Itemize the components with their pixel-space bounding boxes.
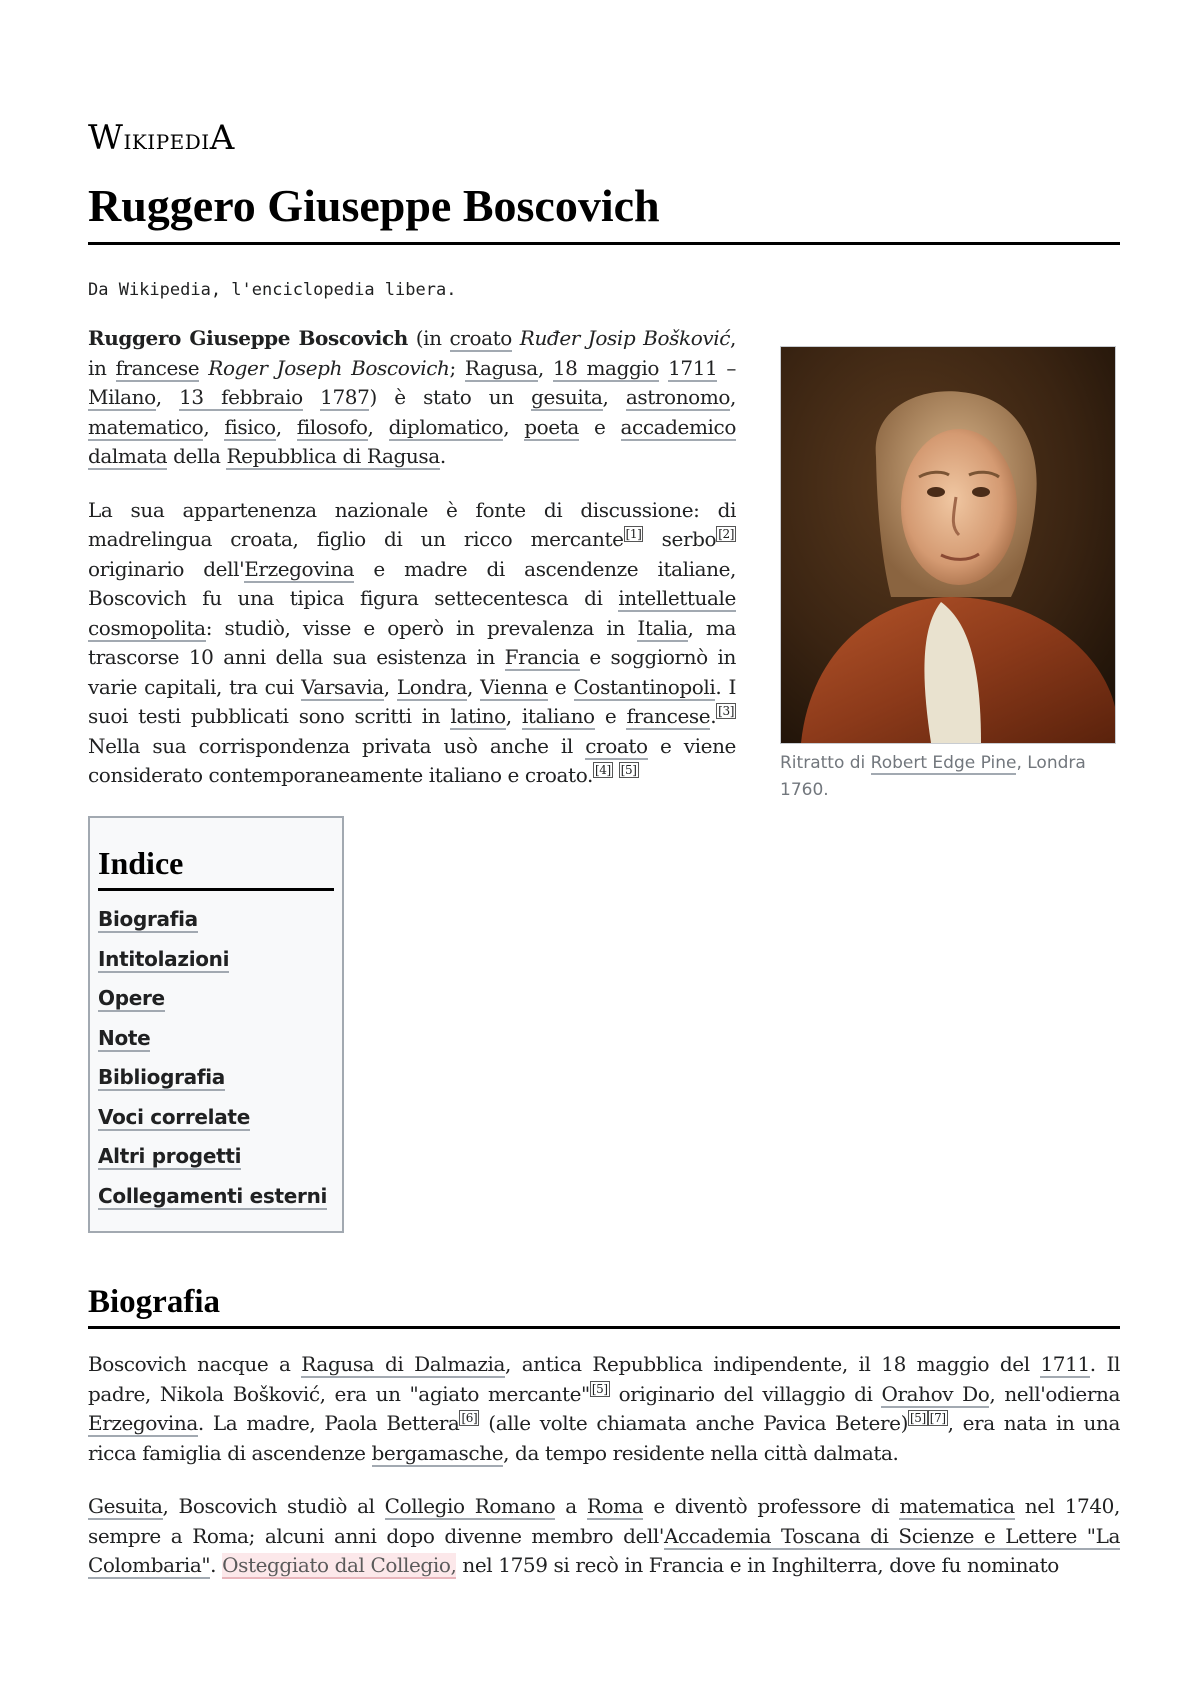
- wikipedia-logo[interactable]: WikipediA: [88, 118, 235, 158]
- link-erzegovina[interactable]: Erzegovina: [244, 556, 355, 581]
- link-cosmopolita[interactable]: cosmopolita: [88, 615, 206, 640]
- toc-item: [98, 941, 334, 981]
- toc-list: [98, 901, 334, 1217]
- toc-link-voci-correlate[interactable]: Voci correlate: [98, 1104, 250, 1129]
- link-vienna[interactable]: Vienna: [480, 674, 548, 699]
- link-bergamasche[interactable]: bergamasche: [371, 1440, 504, 1465]
- reference-7[interactable]: [7]: [929, 1411, 946, 1425]
- toc-item: [98, 1099, 334, 1139]
- biografia-section: [88, 1350, 1120, 1605]
- link-13-febbraio[interactable]: 13 febbraio: [179, 385, 303, 409]
- link-francese-2[interactable]: francese: [626, 704, 711, 728]
- link-milano[interactable]: Milano: [88, 385, 156, 409]
- reference-5-bio-2[interactable]: [5]: [909, 1411, 926, 1425]
- subject-name: Ruggero Giuseppe Boscovich: [88, 326, 408, 350]
- link-londra[interactable]: Londra: [396, 674, 468, 699]
- biografia-paragraph-1: Boscovich nacque a Ragusa di Dalmazia, antica Repubblica indipendente, il 18 maggio del 1711. Il padre, Nikola Bošković, era un "agiato mercante" [5] originario del villaggio di Orahov Do, nell'odierna Erzegovina. La madre, Paola Bettera [6] (alle volte chiamata anche Pavica Betere) [5] [7] , era nata in una ricca famiglia di ascendenze bergamasche, da tempo residente nella città dalmata.: [88, 1352, 1120, 1465]
- portrait-image[interactable]: [780, 346, 1116, 744]
- link-collegio-romano[interactable]: Collegio Romano: [384, 1494, 556, 1518]
- link-italiano[interactable]: italiano: [521, 704, 595, 728]
- reference-3[interactable]: [3]: [718, 704, 734, 718]
- reference-2[interactable]: [2]: [718, 527, 734, 541]
- link-intellettuale[interactable]: intellettuale: [618, 586, 736, 610]
- link-diplomatico[interactable]: diplomatico: [388, 414, 504, 439]
- link-ragusa[interactable]: Ragusa: [464, 355, 538, 380]
- link-ragusa-di-dalmazia[interactable]: Ragusa di Dalmazia: [301, 1352, 505, 1376]
- link-costantinopoli[interactable]: Costantinopoli: [573, 674, 716, 699]
- lead-paragraph-2: La sua appartenenza nazionale è fonte di discussione: di madrelingua croata, figlio di un ricco mercante [1] serbo [2] originario dell'Erzegovina e madre di ascendenze italiane, Boscovich fu una tipica figura settecentesca di intellettuale cosmopolita: studiò, visse e operò in prevalenza in Italia, ma trascorse 10 anni della sua esistenza in Francia e soggiornò in varie capitali, tra cui Varsavia, Londra, Vienna e Costantinopoli. I suoi testi pubblicati sono scritti in latino, italiano e francese. [3] Nella sua corrispondenza privata usò anche il croato e viene considerato contemporaneamente italiano e croato. [4] [5]: [88, 497, 736, 787]
- link-matematico[interactable]: matematico: [88, 414, 204, 439]
- link-francese[interactable]: francese: [115, 355, 200, 380]
- toc-link-altri-progetti[interactable]: Altri progetti: [98, 1144, 242, 1168]
- link-francia[interactable]: Francia: [504, 645, 580, 669]
- lead-section: [88, 324, 736, 815]
- infobox: [780, 346, 1120, 804]
- reference-1[interactable]: [1]: [625, 527, 642, 541]
- section-heading-biografia: Biografia: [88, 1280, 1120, 1329]
- link-croato-2[interactable]: croato: [585, 733, 648, 758]
- link-fisico[interactable]: fisico: [224, 414, 276, 439]
- link-italia[interactable]: Italia: [637, 615, 688, 640]
- toc-item: [98, 1020, 334, 1060]
- site-tagline: Da Wikipedia, l'enciclopedia libera.: [88, 280, 457, 300]
- link-accademico[interactable]: accademico: [620, 414, 736, 439]
- link-18-maggio[interactable]: 18 maggio: [552, 355, 660, 380]
- link-gesuita-bio[interactable]: Gesuita: [88, 1494, 163, 1518]
- link-orahov-do[interactable]: Orahov Do: [881, 1381, 990, 1406]
- link-filosofo[interactable]: filosofo: [296, 414, 368, 439]
- toc-heading: Indice: [98, 842, 334, 891]
- lead-paragraph-1: Ruggero Giuseppe Boscovich (in croato Ruđer Josip Bošković, in francese Roger Joseph Boscovich; Ragusa, 18 maggio 1711 – Milano, 13 febbraio 1787) è stato un gesuita, astronomo, matematico, fisico, filosofo, diplomatico, poeta e accademico dalmata della Repubblica di Ragusa.: [88, 326, 737, 468]
- croatian-name: Ruđer Josip Bošković: [519, 326, 731, 350]
- reference-6[interactable]: [6]: [461, 1411, 478, 1425]
- page-title: Ruggero Giuseppe Boscovich: [88, 176, 1120, 245]
- link-varsavia[interactable]: Varsavia: [301, 674, 384, 699]
- link-gesuita[interactable]: gesuita: [531, 385, 603, 409]
- link-repubblica-di-ragusa[interactable]: Repubblica di Ragusa: [226, 444, 440, 468]
- toc-link-biografia[interactable]: Biografia: [98, 907, 198, 931]
- link-1711-bio[interactable]: 1711: [1040, 1352, 1090, 1376]
- toc-item: [98, 1178, 334, 1218]
- toc-item: [98, 1059, 334, 1099]
- portrait-caption: Ritratto di Robert Edge Pine, Londra 1760.: [780, 753, 1086, 800]
- link-dalmata[interactable]: dalmata: [88, 444, 168, 468]
- toc-link-note[interactable]: Note: [98, 1025, 151, 1050]
- reference-4[interactable]: [4]: [594, 763, 611, 777]
- link-poeta[interactable]: poeta: [524, 414, 579, 439]
- toc-link-opere[interactable]: Opere: [98, 986, 165, 1010]
- table-of-contents: [88, 816, 344, 1233]
- link-croato[interactable]: croato: [449, 326, 512, 350]
- toc-item: [98, 901, 334, 941]
- biografia-paragraph-2: Gesuita, Boscovich studiò al Collegio Romano a Roma e diventò professore di matematica nel 1740, sempre a Roma; alcuni anni dopo divenne membro dell'Accademia Toscana di Scienze e Lettere "La Colombaria". Osteggiato dal Collegio, nel 1759 si recò in Francia e in Inghilterra, dove fu nominato: [88, 1494, 1120, 1577]
- redlink-osteggiato-dal-collegio[interactable]: Osteggiato dal Collegio,: [222, 1553, 457, 1577]
- toc-link-bibliografia[interactable]: Bibliografia: [98, 1065, 225, 1089]
- link-1787[interactable]: 1787: [320, 385, 370, 409]
- link-astronomo[interactable]: astronomo: [625, 385, 731, 409]
- french-name: Roger Joseph Boscovich: [208, 355, 450, 380]
- reference-5[interactable]: [5]: [620, 763, 637, 777]
- toc-link-collegamenti-esterni[interactable]: Collegamenti esterni: [98, 1183, 328, 1208]
- link-robert-edge-pine[interactable]: Robert Edge Pine: [870, 753, 1017, 773]
- link-latino[interactable]: latino: [450, 704, 506, 728]
- link-matematica[interactable]: matematica: [899, 1494, 1015, 1518]
- link-accademia-colombaria[interactable]: Accademia Toscana di Scienze e Lettere "La Colombaria": [88, 1523, 1120, 1577]
- reference-5-bio[interactable]: [5]: [591, 1381, 608, 1396]
- link-1711[interactable]: 1711: [668, 355, 718, 380]
- toc-item: [98, 980, 334, 1020]
- link-roma[interactable]: Roma: [586, 1494, 644, 1518]
- toc-item: [98, 1138, 334, 1178]
- link-erzegovina-bio[interactable]: Erzegovina: [88, 1411, 198, 1435]
- toc-link-intitolazioni[interactable]: Intitolazioni: [98, 946, 230, 971]
